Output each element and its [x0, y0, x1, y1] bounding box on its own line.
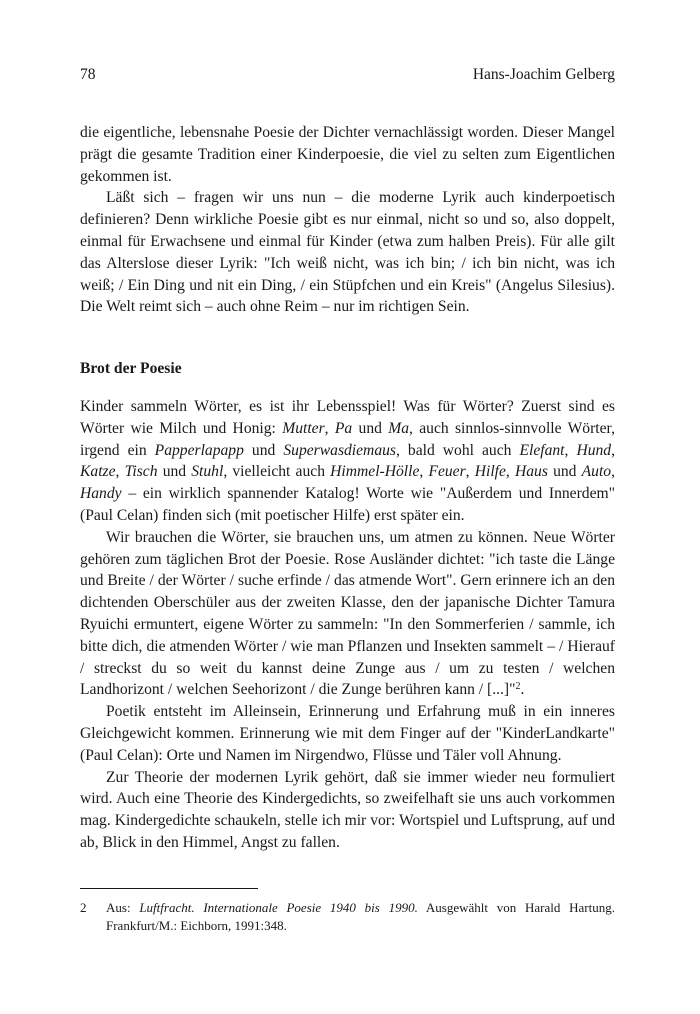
- example-word: Hilfe: [474, 463, 506, 481]
- text-run: und: [157, 463, 192, 481]
- example-word: Ma: [388, 419, 410, 437]
- example-word: Papperlapapp: [154, 441, 244, 459]
- example-word: Superwasdiemaus: [283, 441, 396, 459]
- running-title: Hans-Joachim Gelberg: [472, 66, 615, 83]
- text-run: ,: [324, 419, 335, 437]
- text-run: ,: [611, 441, 616, 459]
- text-run: und: [352, 419, 389, 437]
- example-word: Katze: [80, 463, 116, 481]
- paragraph: Zur Theorie der modernen Lyrik gehört, daß sie immer wieder neu formuliert wird. Auch eine Theorie des Kindergedichts, so zweifelhaft sie uns auch vorkommen mag. Kindergedichte schaukeln, stelle ich mir vor: Wortspiel und Luftsprung, auf und ab, Blick in den Himmel, Angst zu fallen.: [80, 768, 615, 851]
- paragraph: [80, 396, 615, 527]
- footnote-divider: [80, 888, 258, 889]
- text-run: Kinder sammeln Wörter, es ist ihr Lebensspiel! Was für Wörter? Zuerst sind es Wörter wie Milch und Honig:: [80, 398, 615, 437]
- example-word: Hund: [576, 441, 612, 459]
- section-heading: Brot der Poesie: [80, 360, 182, 377]
- running-head: [80, 66, 615, 90]
- paragraph: Läßt sich – fragen wir uns nun – die moderne Lyrik auch kinderpoetisch definieren? Denn wirkliche Poesie gibt es nur einmal, nicht so und so, also doppelt, einmal für Erwachsene und einmal für Kinder (etwa zum halben Preis). Für alle gilt das Alterslose dieser Lyrik: "Ich weiß nicht, was ich bin; / ich bin nicht, was ich weiß; / Ein Ding und nit ein Ding, / ein Stüpfchen und ein Kreis" (Angelus Silesius). Die Welt reimt sich – auch ohne Reim – nur im richtigen Sein.: [80, 189, 615, 316]
- example-word: Feuer: [428, 463, 466, 481]
- footnote-reference[interactable]: 2: [515, 681, 521, 693]
- example-word: Haus: [514, 463, 548, 481]
- example-word: Stuhl: [191, 463, 224, 481]
- text-run: .: [520, 681, 525, 699]
- paragraph: die eigentliche, lebensnahe Poesie der Dichter vernachlässigt worden. Dieser Mangel prägt die gesamte Tradition einer Kinderpoesie, die viel zu selten zum Eigentlichen gekommen ist.: [80, 124, 615, 185]
- footnote: [80, 899, 615, 934]
- text-run: ,: [564, 441, 577, 459]
- text-run: ,: [115, 463, 125, 481]
- opening-text: [80, 122, 615, 318]
- example-word: Handy: [80, 485, 122, 503]
- page: [80, 66, 615, 996]
- text-run: Aus:: [106, 900, 140, 915]
- text-run: ,: [419, 463, 429, 481]
- footnote-number: 2: [80, 900, 87, 915]
- paragraph: [80, 527, 615, 701]
- text-run: , bald wohl auch: [395, 441, 520, 459]
- example-word: Pa: [334, 419, 353, 437]
- example-word: Elefant: [519, 441, 565, 459]
- text-run: , vielleicht auch: [223, 463, 331, 481]
- text-run: ,: [505, 463, 515, 481]
- text-run: und: [243, 441, 284, 459]
- section-text: [80, 396, 615, 854]
- text-run: ,: [465, 463, 475, 481]
- text-run: Ausgewählt von Harald Hartung. Frankfurt/M.: Eichborn, 1991:348.: [106, 900, 615, 933]
- text-run: – ein wirklich spannender Katalog! Worte wie "Außerdem und Innerdem" (Paul Celan) finden sich (mit poetischer Hilfe) erst später ein.: [80, 485, 615, 524]
- example-word: Tisch: [124, 463, 158, 481]
- page-number: 78: [80, 66, 96, 83]
- example-word: Himmel-Hölle: [330, 463, 420, 481]
- example-word: Auto: [581, 463, 612, 481]
- text-run: und: [547, 463, 582, 481]
- text-run: Wir brauchen die Wörter, sie brauchen uns, um atmen zu können. Neue Wörter gehören zum täglichen Brot der Poesie. Rose Ausländer dichtet: "ich taste die Länge und Breite / der Wörter / suche erfinde / das atmende Wort". Gern erinnere ich an den dichtenden Oberschüler aus der zweiten Klasse, den der japanische Dichter Tamura Ryuichi ermuntert, eigene Wörter zu sammeln: "In den Sommerferien / sammle, ich bitte dich, die atmenden Wörter / wie man Pflanzen und Insekten sammelt – / Hierauf / streckst du so weit du kannst deine Zunge aus / um zu testen / welchen Landhorizont / welchen Seehorizont / die Zunge berühren kann / [...]": [80, 528, 615, 699]
- text-run: ,: [611, 463, 615, 481]
- example-word: Mutter: [282, 419, 325, 437]
- footnote-text: [106, 899, 615, 934]
- text-run: , auch sinnlos-sinnvolle Wörter, irgend ein: [80, 419, 616, 459]
- paragraph: Poetik entsteht im Alleinsein, Erinnerung und Erfahrung muß in ein inneres Gleichgewicht kommen. Erinnerung wie mit dem Finger auf der "KinderLandkarte" (Paul Celan): Orte und Namen im Nirgendwo, Flüsse und Täler voll Ahnung.: [80, 703, 615, 764]
- footnote-source-title: Luftfracht. Internationale Poesie 1940 bis 1990.: [139, 900, 418, 915]
